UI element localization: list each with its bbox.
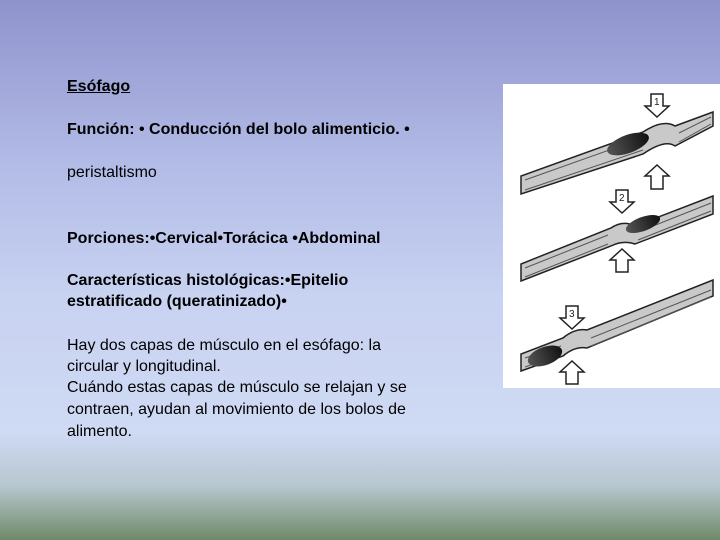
capas-line-3: Cuándo estas capas de músculo se relajan y se [67,379,407,396]
step-label-3: 3 [569,309,575,320]
arrow-up-2 [610,249,634,272]
capas-line-5: alimento. [67,423,132,440]
caracteristicas-line-1: Características histológicas:•Epitelio [67,272,349,289]
capas-line-4: contraen, ayudan al movimiento de los bolos de [67,401,406,418]
arrow-up-3 [560,361,584,384]
panel-2 [521,190,713,281]
capas-line-2: circular y longitudinal. [67,358,221,375]
slide-title: Esófago [67,78,131,95]
peristaltismo-text: peristaltismo [67,164,157,181]
caracteristicas-line-2: estratificado (queratinizado)• [67,293,287,310]
step-label-2: 2 [619,193,625,204]
capas-line-1: Hay dos capas de músculo en el esófago: la [67,337,381,354]
arrow-up-1 [645,165,669,189]
peristalsis-illustration [503,84,720,388]
panel-1 [521,94,713,194]
porciones-text: Porciones:•Cervical•Torácica •Abdominal [67,230,381,247]
peristalsis-svg [503,84,720,388]
funcion-text: Función: • Conducción del bolo alimenticio. • [67,121,410,138]
step-label-1: 1 [654,97,660,108]
panel-3 [521,280,713,384]
